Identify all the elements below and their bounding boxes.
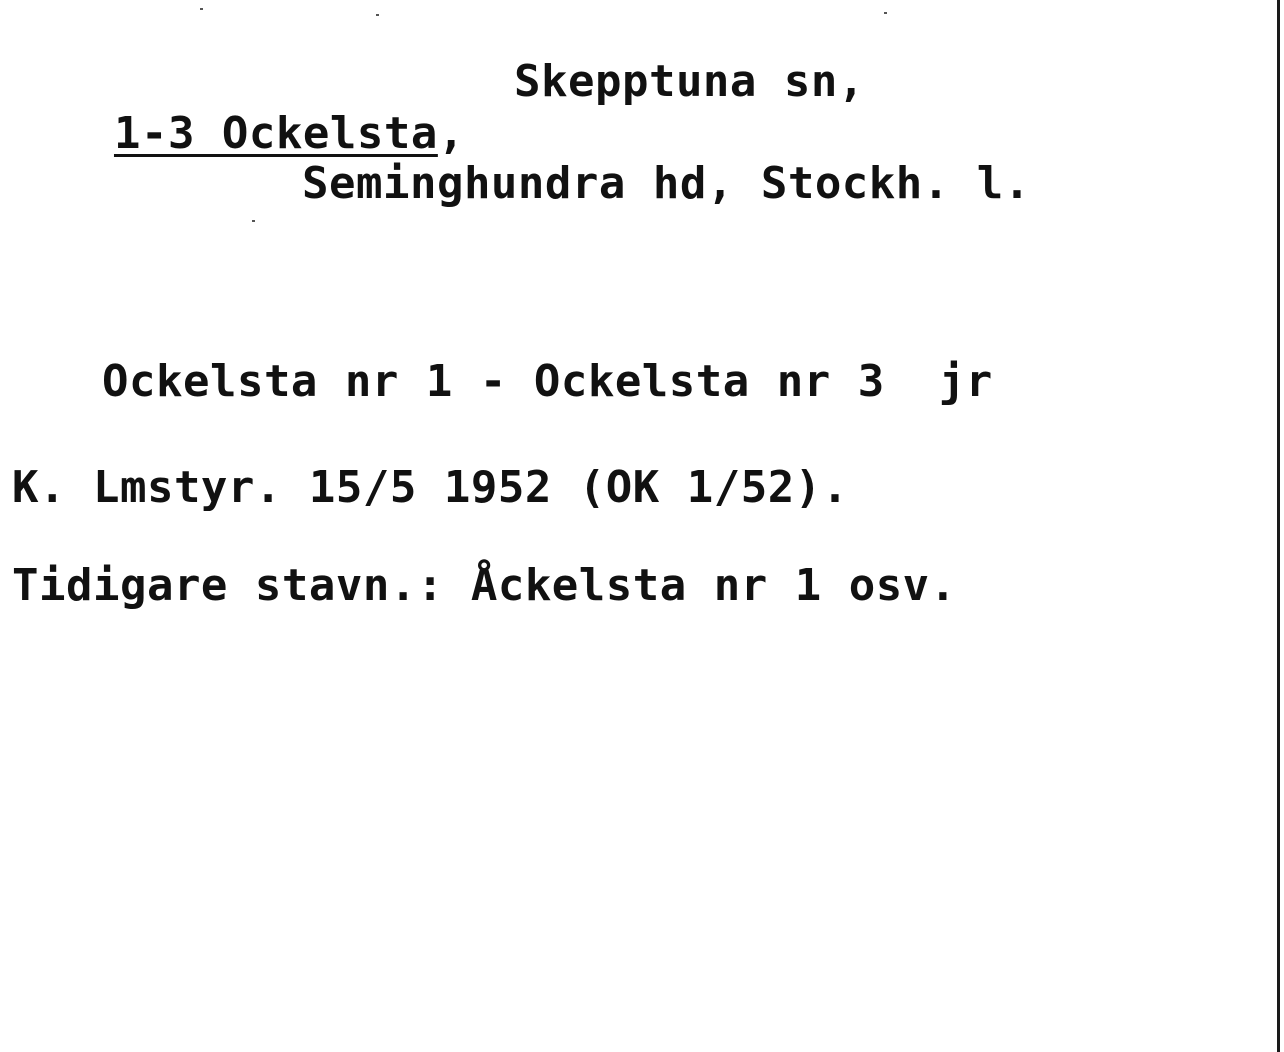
district-line: Seminghundra hd, Stockh. l. bbox=[302, 158, 1031, 209]
scan-speck bbox=[200, 8, 203, 10]
scan-speck bbox=[252, 220, 255, 222]
body-line-decision: K. Lmstyr. 15/5 1952 (OK 1/52). bbox=[12, 462, 849, 513]
entry-name-suffix: , bbox=[437, 108, 465, 159]
parish-name: Skepptuna sn, bbox=[514, 56, 865, 107]
body-line-range: Ockelsta nr 1 - Ockelsta nr 3 jr bbox=[102, 356, 993, 407]
card-edge-line bbox=[1277, 0, 1280, 1052]
entry-name: 1-3 Ockelsta bbox=[113, 108, 438, 159]
scan-speck bbox=[884, 12, 887, 14]
body-line-earlier-spelling: Tidigare stavn.: Åckelsta nr 1 osv. bbox=[12, 560, 957, 611]
scan-speck bbox=[376, 14, 379, 16]
